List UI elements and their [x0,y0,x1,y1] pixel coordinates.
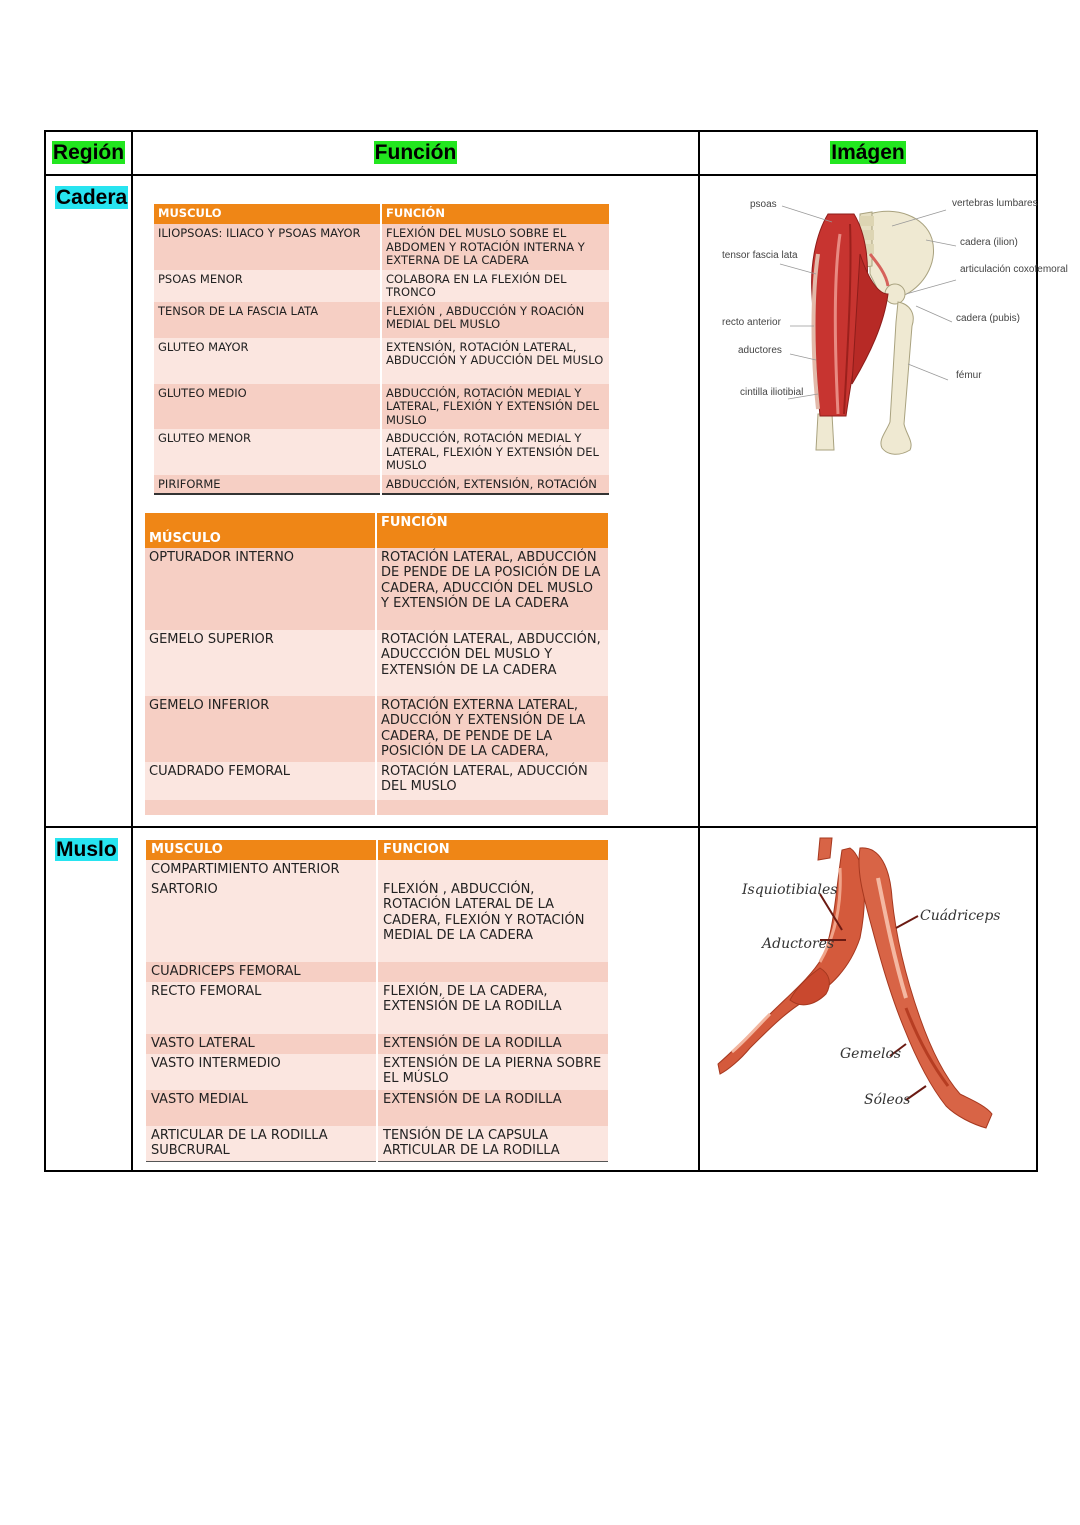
musculo-cell: ILIOPSOAS: ILIACO Y PSOAS MAYOR [154,224,381,270]
funcion-cell: EXTENSIÓN DE LA RODILLA [377,1090,608,1126]
musculo-cell: VASTO LATERAL [146,1034,377,1054]
cadera-muscle-table-2 [145,513,608,815]
funcion-cell: TENSIÓN DE LA CAPSULA ARTICULAR DE LA RODILLA [377,1126,608,1161]
musculo-cell [145,800,376,815]
muslo-funcion-cell [132,827,699,1171]
label-recto: recto anterior [722,317,781,328]
funcion-cell [376,800,608,815]
table-row [154,475,609,495]
table-row [146,1054,608,1090]
table-row [146,982,608,1034]
funcion-cell: COLABORA EN LA FLEXIÓN DEL TRONCO [381,270,609,302]
musculo-cell: TENSOR DE LA FASCIA LATA [154,302,381,338]
funcion-cell [377,962,608,982]
label-psoas: psoas [750,199,777,210]
col-funcion: FUNCIÓN [381,204,609,224]
muslo-row [45,827,1037,1171]
label-femur: fémur [956,370,982,381]
musculo-cell: GLUTEO MAYOR [154,338,381,384]
muslo-region-cell [45,827,132,1171]
musculo-cell: RECTO FEMORAL [146,982,377,1034]
musculo-cell: CUADRADO FEMORAL [145,762,376,800]
hip-anatomy-illustration [720,194,1068,459]
label-aductores: aductores [738,345,782,356]
cadera-funcion-cell [132,175,699,827]
table-row [154,224,609,270]
funcion-cell: FLEXIÓN, DE LA CADERA, EXTENSIÓN DE LA RODILLA [377,982,608,1034]
table-row [145,548,608,630]
musculo-cell: OPTURADOR INTERNO [145,548,376,630]
label-isquiotibiales: Isquiotibiales [742,882,838,898]
musculo-cell: PIRIFORME [154,475,381,495]
musculo-cell: GLUTEO MEDIO [154,384,381,430]
musculo-cell: ARTICULAR DE LA RODILLA SUBCRURAL [146,1126,377,1161]
funcion-cell: ROTACIÓN LATERAL, ABDUCCIÓN DE PENDE DE LA POSICIÓN DE LA CADERA, ADUCCIÓN DEL MUSLO Y EXTENSIÓN DE LA CADERA [376,548,608,630]
header-imagen: Imágen [831,141,905,164]
table-row [145,696,608,762]
funcion-cell: EXTENSIÓN, ROTACIÓN LATERAL, ABDUCCIÓN Y ADUCCIÓN DEL MUSLO [381,338,609,384]
col-musculo: MUSCULO [146,840,377,860]
header-region: Región [52,141,125,164]
col-musculo: MÚSCULO [145,513,376,548]
funcion-cell: ROTACIÓN LATERAL, ABDUCCIÓN, ADUCCCIÓN DEL MUSLO Y EXTENSIÓN DE LA CADERA [376,630,608,696]
table-row [146,880,608,962]
header-funcion-cell [132,131,699,175]
table-row [146,860,608,880]
funcion-cell: ROTACIÓN LATERAL, ADUCCIÓN DEL MUSLO [376,762,608,800]
leg-muscles-illustration [710,838,1020,1148]
cadera-region-label: Cadera [56,186,128,209]
funcion-cell: ABDUCCIÓN, ROTACIÓN MEDIAL Y LATERAL, FLEXIÓN Y EXTENSIÓN DEL MUSLO [381,429,609,475]
col-musculo: MUSCULO [154,204,381,224]
musculo-cell: VASTO INTERMEDIO [146,1054,377,1090]
table-row [145,800,608,815]
muslo-muscle-table [146,840,608,1162]
label-ilion: cadera (ilion) [960,237,1018,248]
header-imagen-cell [699,131,1037,175]
table-row [146,962,608,982]
label-tensor: tensor fascia lata [722,250,798,261]
funcion-cell: FLEXIÓN , ABDUCCIÓN Y ROACIÓN MEDIAL DEL MUSLO [381,302,609,338]
col-funcion: FUNCION [377,840,608,860]
funcion-cell: ABDUCCIÓN, ROTACIÓN MEDIAL Y LATERAL, FLEXIÓN Y EXTENSIÓN DEL MUSLO [381,384,609,430]
label-soleos: Sóleos [864,1092,911,1108]
table-row [146,1090,608,1126]
label-cintilla: cintilla iliotibial [740,387,804,398]
table-row [145,630,608,696]
label-gemelos: Gemelos [840,1046,902,1062]
musculo-cell: SARTORIO [146,880,377,962]
label-pubis: cadera (pubis) [956,313,1020,324]
table-row [154,338,609,384]
funcion-cell: ROTACIÓN EXTERNA LATERAL, ADUCCIÓN Y EXTENSIÓN DE LA CADERA, DE PENDE DE LA POSICIÓN DE LA CADERA, [376,696,608,762]
funcion-cell: ABDUCCIÓN, EXTENSIÓN, ROTACIÓN [381,475,609,495]
table-row [154,429,609,475]
musculo-cell: VASTO MEDIAL [146,1090,377,1126]
header-row [45,131,1037,175]
label-vertebras: vertebras lumbares [952,198,1038,209]
table-row [145,762,608,800]
musculo-cell: COMPARTIMIENTO ANTERIOR [146,860,377,880]
funcion-cell: FLEXIÓN , ABDUCCIÓN, ROTACIÓN LATERAL DE LA CADERA, FLEXIÓN Y ROTACIÓN MEDIAL DE LA CADERA [377,880,608,962]
cadera-region-cell [45,175,132,827]
col-funcion: FUNCIÓN [376,513,608,548]
table-row [146,1034,608,1054]
musculo-cell: GEMELO SUPERIOR [145,630,376,696]
funcion-cell [377,860,608,880]
cadera-muscle-table-1 [154,204,609,495]
musculo-cell: GEMELO INFERIOR [145,696,376,762]
musculo-cell: CUADRICEPS FEMORAL [146,962,377,982]
label-articulacion: articulación coxofemoral [960,264,1068,275]
musculo-cell: PSOAS MENOR [154,270,381,302]
table-row [154,384,609,430]
muslo-region-label: Muslo [56,838,117,861]
label-cuadriceps: Cuádriceps [920,908,1001,924]
table-row [154,302,609,338]
cadera-row [45,175,1037,827]
funcion-cell: FLEXIÓN DEL MUSLO SOBRE EL ABDOMEN Y ROTACIÓN INTERNA Y EXTERNA DE LA CADERA [381,224,609,270]
anatomy-table [44,130,1068,1172]
musculo-cell: GLUTEO MENOR [154,429,381,475]
funcion-cell: EXTENSIÓN DE LA RODILLA [377,1034,608,1054]
table-row [146,1126,608,1161]
funcion-cell: EXTENSIÓN DE LA PIERNA SOBRE EL MÚSLO [377,1054,608,1090]
muslo-imagen-cell [699,827,1037,1171]
cadera-imagen-cell [699,175,1068,827]
label-aductores-muslo: Aductores [762,936,835,952]
header-region-cell [45,131,132,175]
table-row [154,270,609,302]
header-funcion: Función [374,141,457,164]
